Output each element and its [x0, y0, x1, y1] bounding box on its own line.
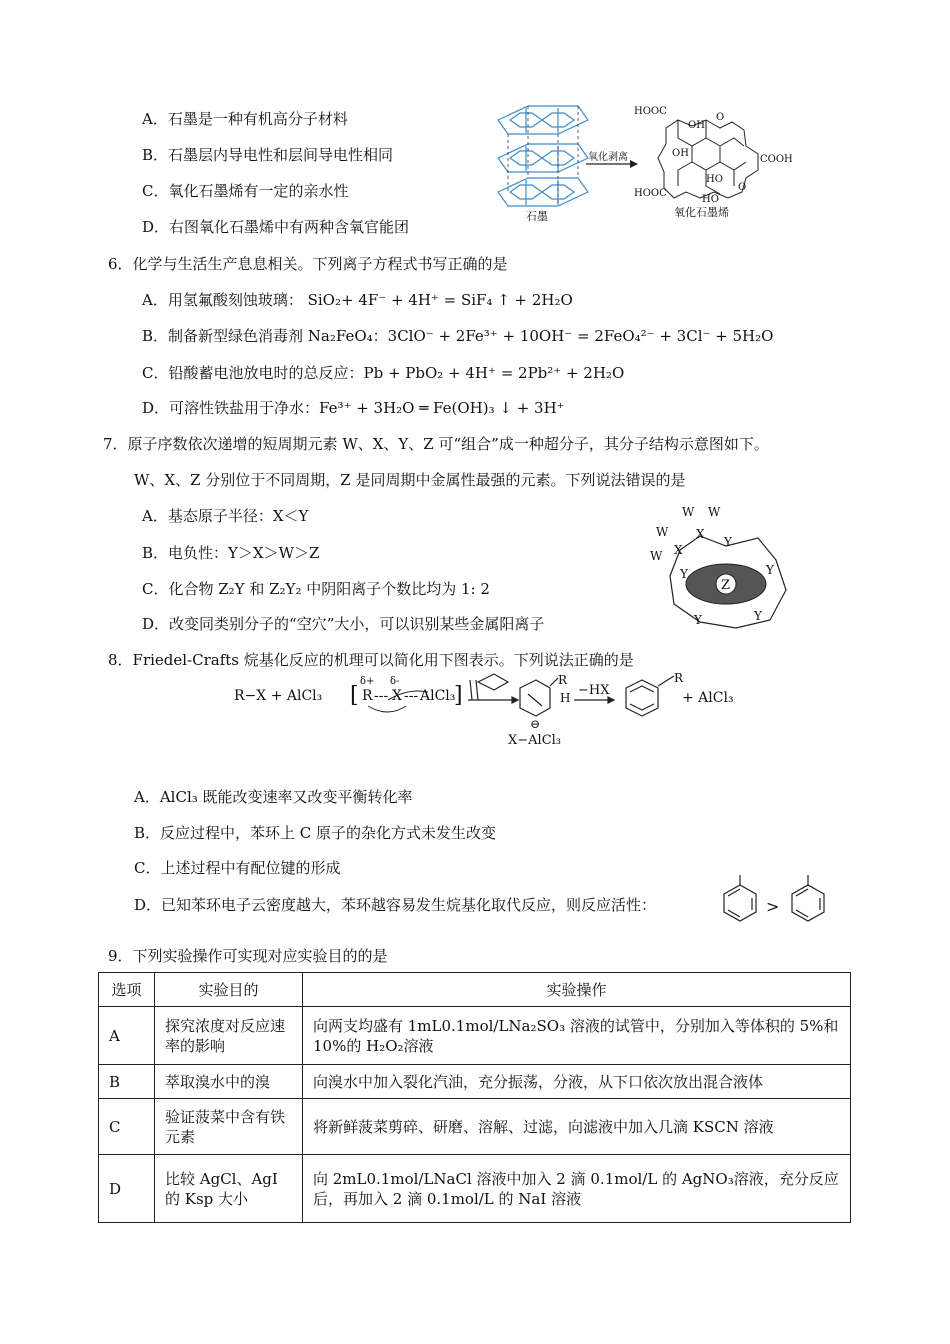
- delta-plus: δ+: [360, 676, 375, 687]
- row-option: C: [99, 1099, 155, 1155]
- q8-stem: 8．Friedel-Crafts 烷基化反应的机理可以简化用下图表示。下列说法正确的是: [108, 651, 634, 669]
- arrow-label: 氧化剥离: [588, 152, 628, 163]
- svg-text:[: [: [350, 683, 359, 708]
- supramolecule-figure: [640, 500, 840, 650]
- group-oh-2: OH: [672, 148, 689, 159]
- header-option: 选项: [99, 973, 155, 1007]
- svg-text:]: ]: [454, 683, 463, 708]
- q7-option-b: B．电负性：Y＞X＞W＞Z: [142, 544, 320, 562]
- group-oh-1: OH: [688, 120, 705, 131]
- q7-stem-line2: W、X、Z 分别位于不同周期，Z 是同周期中金属性最强的元素。下列说法错误的是: [134, 471, 686, 489]
- y-4: Y: [694, 613, 702, 627]
- w-3: W: [656, 525, 669, 539]
- q8-option-c: C．上述过程中有配位键的形成: [134, 859, 341, 877]
- z-center: Z: [721, 578, 731, 593]
- plus-alcl3: + AlCl₃: [682, 690, 734, 706]
- complex-x: X: [392, 688, 402, 704]
- table-row: [99, 1155, 851, 1223]
- row-purpose: 探究浓度对反应速率的影响: [155, 1007, 303, 1065]
- group-o-epoxy-2: O: [738, 182, 747, 193]
- group-ho-2: HO: [702, 194, 719, 205]
- row-operation: 向两支均盛有 1mL0.1mol/LNa₂SO₃ 溶液的试管中，分别加入等体积的 5%和 10%的 H₂O₂溶液: [303, 1007, 851, 1065]
- graphite-label: 石墨: [526, 210, 548, 223]
- q7-stem-line1: 7．原子序数依次递增的短周期元素 W、X、Y、Z 可“组合”成一种超分子，其分子结构示意图如下。: [103, 435, 769, 453]
- q6-option-a: A．用氢氟酸刻蚀玻璃： SiO₂+ 4F⁻ + 4H⁺ = SiF₄ ↑ + 2H₂O: [142, 291, 573, 309]
- row-option: D: [99, 1155, 155, 1223]
- q7-option-a: A．基态原子半径：X＜Y: [142, 507, 309, 525]
- q7-option-c: C．化合物 Z₂Y 和 Z₂Y₂ 中阴阳离子个数比均为 1: 2: [142, 580, 490, 598]
- group-cooh: COOH: [760, 154, 793, 165]
- delta-minus: δ-: [390, 676, 400, 687]
- svg-text:---: ---: [404, 688, 419, 704]
- table-row: [99, 1007, 851, 1065]
- compare-sign: >: [766, 897, 780, 916]
- row-operation: 向溴水中加入裂化汽油，充分振荡，分液，从下口依次放出混合液体: [303, 1065, 851, 1099]
- x-2: X: [674, 543, 683, 557]
- anion-label: X−AlCl₃: [508, 733, 562, 748]
- minus-hx: −HX: [578, 683, 610, 698]
- q6-option-b: B．制备新型绿色消毒剂 Na₂FeO₄：3ClO⁻ + 2Fe³⁺ + 10OH⁻ = 2FeO₄²⁻ + 3Cl⁻ + 5H₂O: [142, 327, 774, 345]
- header-purpose: 实验目的: [155, 973, 303, 1007]
- q5-option-b: B．石墨层内导电性和层间导电性相同: [142, 146, 394, 164]
- friedel-crafts-mechanism: [228, 672, 748, 750]
- row-purpose: 验证菠菜中含有铁元素: [155, 1099, 303, 1155]
- q6-stem: 6．化学与生活生产息息相关。下列离子方程式书写正确的是: [108, 255, 508, 273]
- x-1: X: [696, 527, 705, 541]
- w-1: W: [682, 505, 695, 519]
- y-1: Y: [724, 535, 732, 549]
- graphene-oxide-label: 氧化石墨烯: [674, 206, 729, 219]
- y-5: Y: [754, 609, 762, 623]
- table-row: [99, 1065, 851, 1099]
- row-purpose: 比较 AgCl、AgI 的 Ksp 大小: [155, 1155, 303, 1223]
- header-operation: 实验操作: [303, 973, 851, 1007]
- y-3: Y: [766, 563, 774, 577]
- group-hooc-bottom: HOOC: [634, 188, 667, 199]
- benzene-comparison-figure: [716, 872, 846, 928]
- complex-alcl3: AlCl₃: [420, 688, 456, 704]
- row-operation: 将新鲜菠菜剪碎、研磨、溶解、过滤，向滤液中加入几滴 KSCN 溶液: [303, 1099, 851, 1155]
- row-option: B: [99, 1065, 155, 1099]
- sigma-h: H: [560, 691, 571, 705]
- anion-charge: ⊖: [530, 717, 541, 731]
- reactants: R−X + AlCl₃: [234, 688, 323, 704]
- q8-option-d: D．已知苯环电子云密度越大，苯环越容易发生烷基化取代反应，则反应活性：: [134, 896, 657, 914]
- q6-option-d: D．可溶性铁盐用于净水：Fe³⁺ + 3H₂O ═ Fe(OH)₃ ↓ + 3H⁺: [142, 399, 565, 417]
- experiment-table: [98, 972, 851, 1223]
- y-2: Y: [680, 567, 688, 581]
- complex-r: R: [362, 688, 373, 704]
- q6-option-c: C．铅酸蓄电池放电时的总反应：Pb + PbO₂ + 4H⁺ = 2Pb²⁺ + 2H₂O: [142, 364, 625, 382]
- product-r: R: [674, 672, 684, 685]
- q7-option-d: D．改变同类别分子的“空穴”大小，可以识别某些金属阳离子: [142, 615, 545, 633]
- table-row: [99, 1099, 851, 1155]
- q5-option-a: A．石墨是一种有机高分子材料: [142, 110, 348, 128]
- graphite-oxidation-figure: [488, 98, 798, 224]
- group-o-epoxy-1: O: [716, 112, 725, 123]
- svg-text:---: ---: [374, 688, 389, 704]
- q8-option-b: B．反应过程中，苯环上 C 原子的杂化方式未发生改变: [134, 824, 497, 842]
- row-operation: 向 2mL0.1mol/LNaCl 溶液中加入 2 滴 0.1mol/L 的 AgNO₃溶液，充分反应后，再加入 2 滴 0.1mol/L 的 NaI 溶液: [303, 1155, 851, 1223]
- q8-option-a: A．AlCl₃ 既能改变速率又改变平衡转化率: [134, 788, 413, 806]
- q5-option-c: C．氧化石墨烯有一定的亲水性: [142, 182, 349, 200]
- row-purpose: 萃取溴水中的溴: [155, 1065, 303, 1099]
- group-hooc-top: HOOC: [634, 106, 667, 117]
- group-ho-1: HO: [706, 174, 723, 185]
- row-option: A: [99, 1007, 155, 1065]
- q5-option-d: D．右图氧化石墨烯中有两种含氧官能团: [142, 218, 410, 236]
- w-4: W: [650, 549, 663, 563]
- q9-stem: 9．下列实验操作可实现对应实验目的的是: [108, 947, 388, 965]
- sigma-r: R: [558, 673, 568, 687]
- w-2: W: [708, 505, 721, 519]
- graphite-layers: [498, 106, 588, 206]
